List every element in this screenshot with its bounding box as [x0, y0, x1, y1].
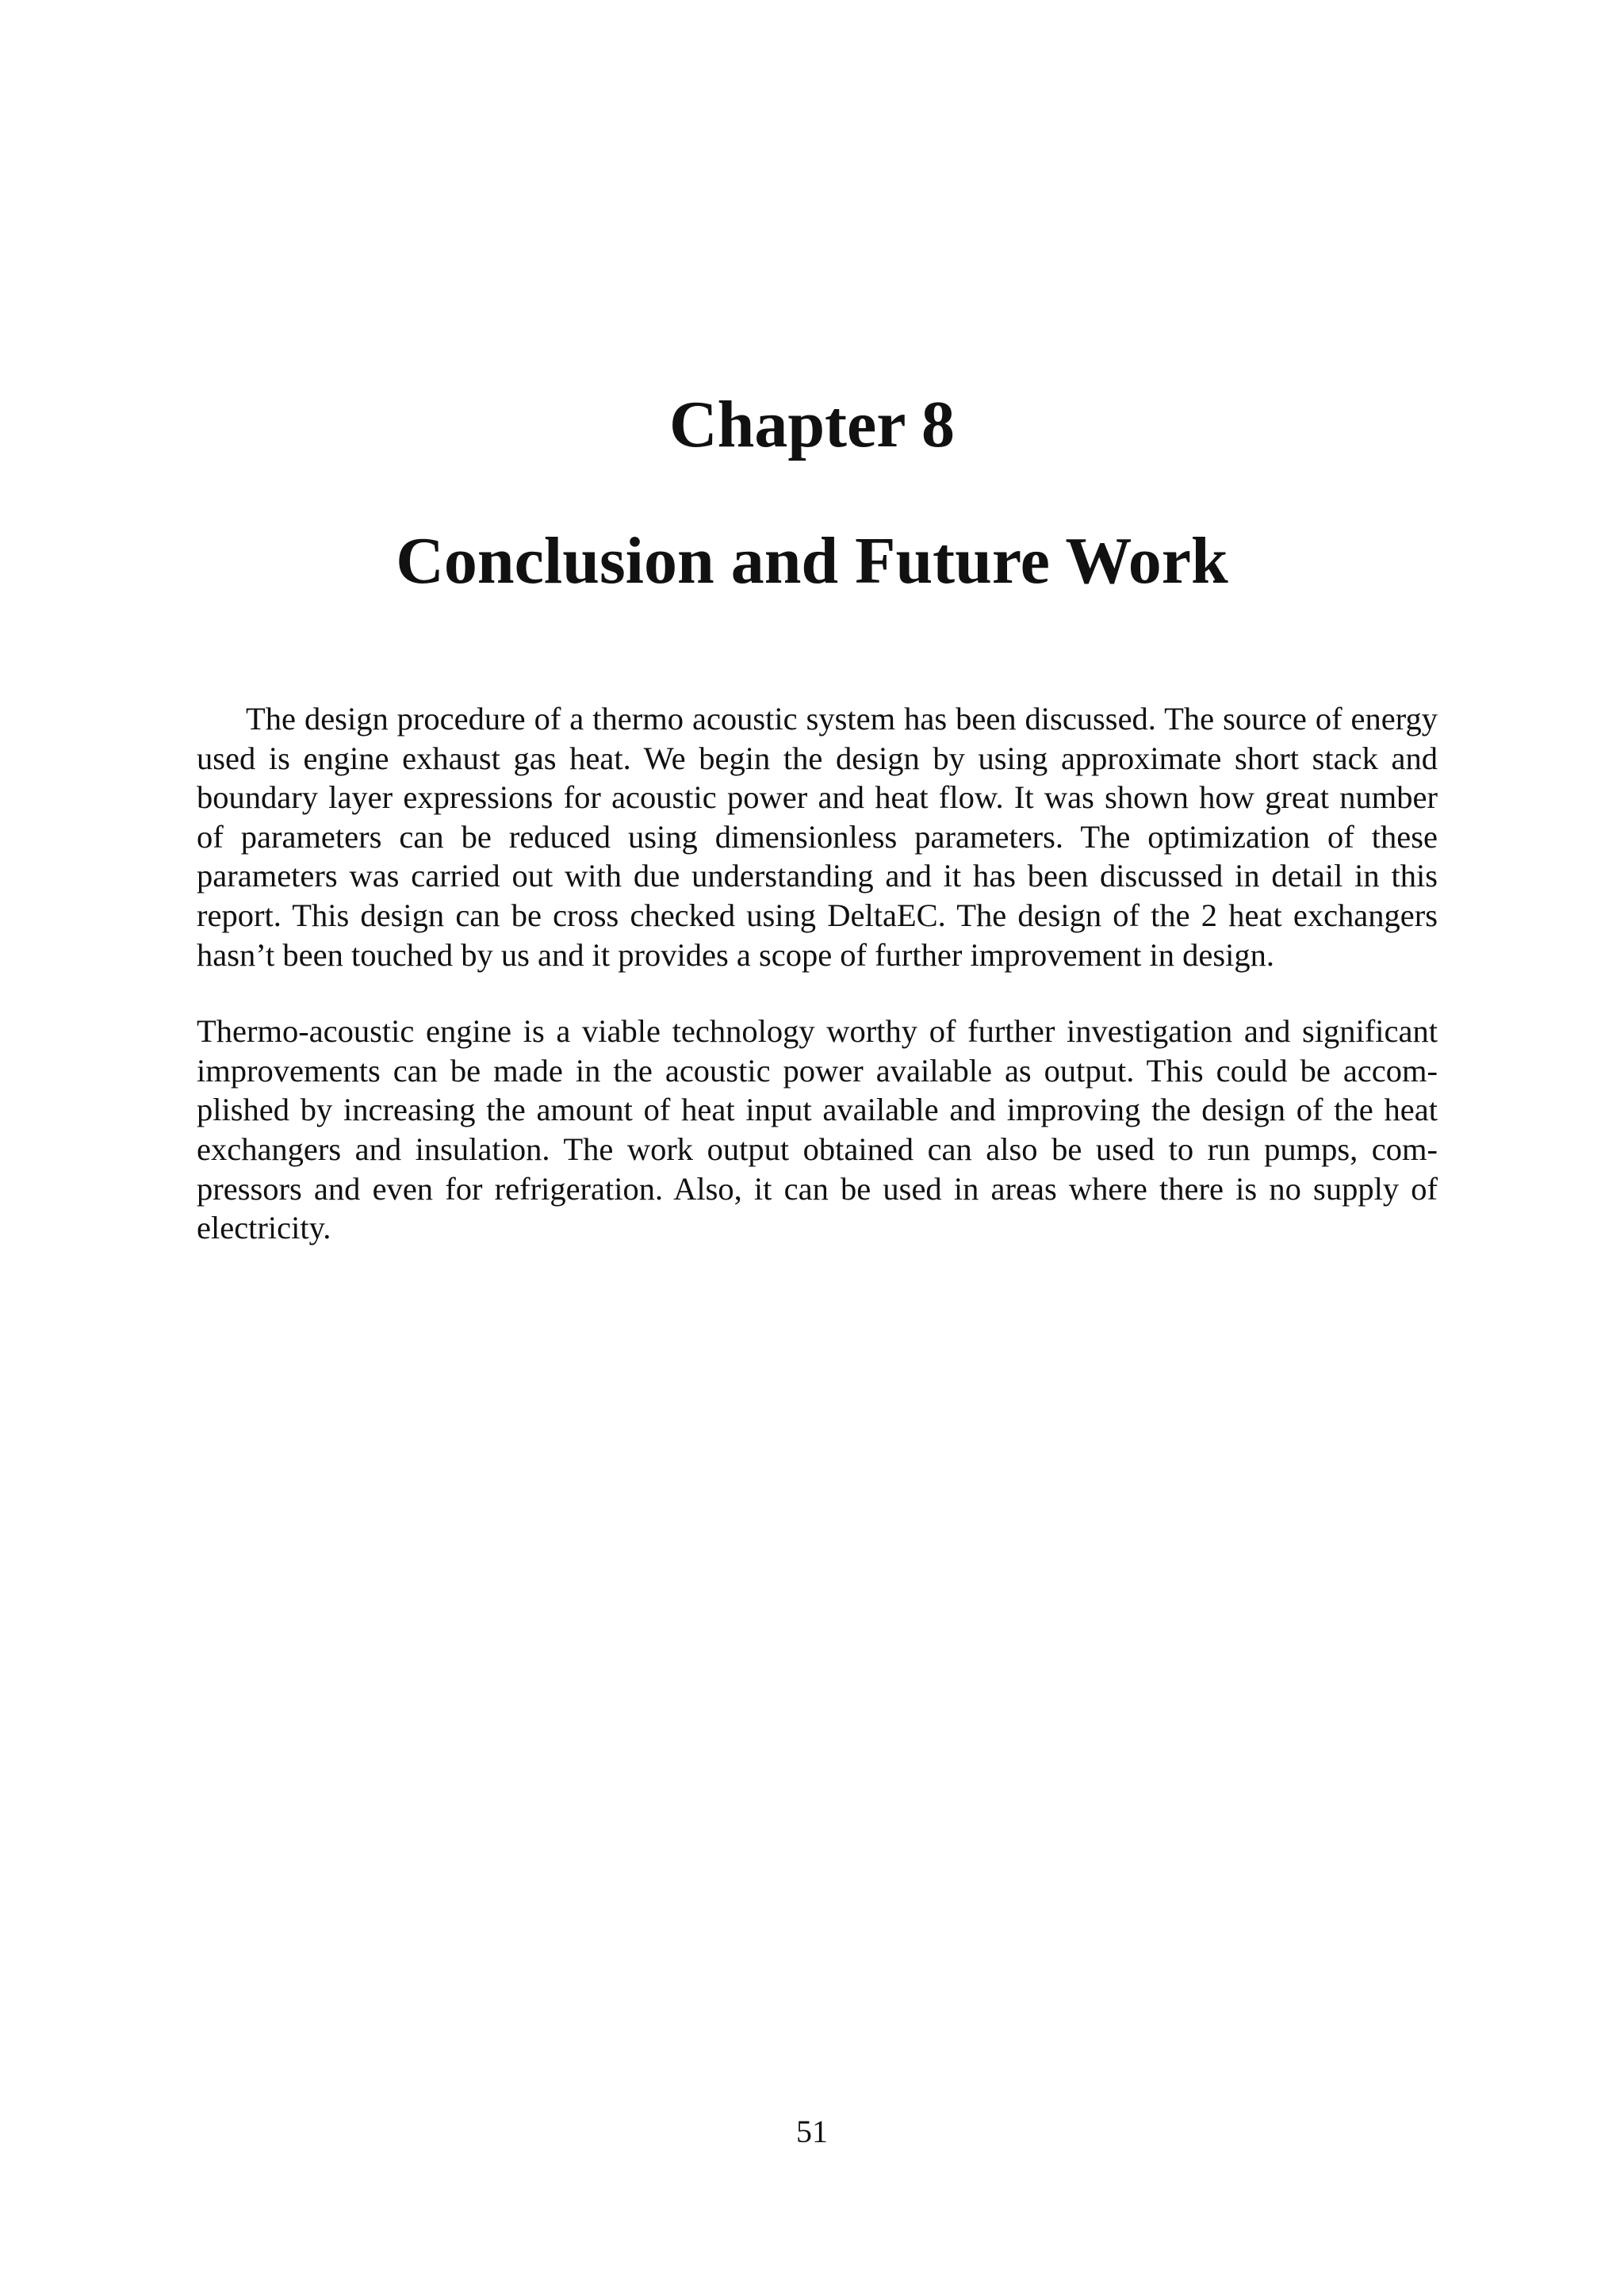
chapter-label: Chapter 8: [668, 388, 956, 461]
paragraph-future-work: Thermo-acoustic engine is a viable technology worthy of further investigation and significant improvements can be made in the acoustic power available as output. This could be accomplished by increasing the amount of heat input available and improving the design of the heat exchangers and insulation. The work output obtained can also be used to run pumps, compressors and even for refrigeration. Also, it can be used in areas where there is no supply of electricity.: [197, 1013, 1438, 1246]
body-text: [197, 699, 1438, 1248]
paragraph-design-summary: The design procedure of a thermo acoustic system has been discussed. The source of energy used is engine exhaust gas heat. We begin the design by using approximate short stack and boundary layer expressions for acoustic power and heat flow. It was shown how great number of parameters can be reduced using dimensionless parameters. The optimization of these parameters was carried out with due understanding and it has been discussed in detail in this report. This design can be cross checked using DeltaEC. The design of the 2 heat exchangers hasn’t been touched by us and it provides a scope of further improvement in design.: [197, 701, 1438, 973]
page-number: 51: [796, 2114, 828, 2149]
chapter-title: Conclusion and Future Work: [396, 524, 1228, 598]
